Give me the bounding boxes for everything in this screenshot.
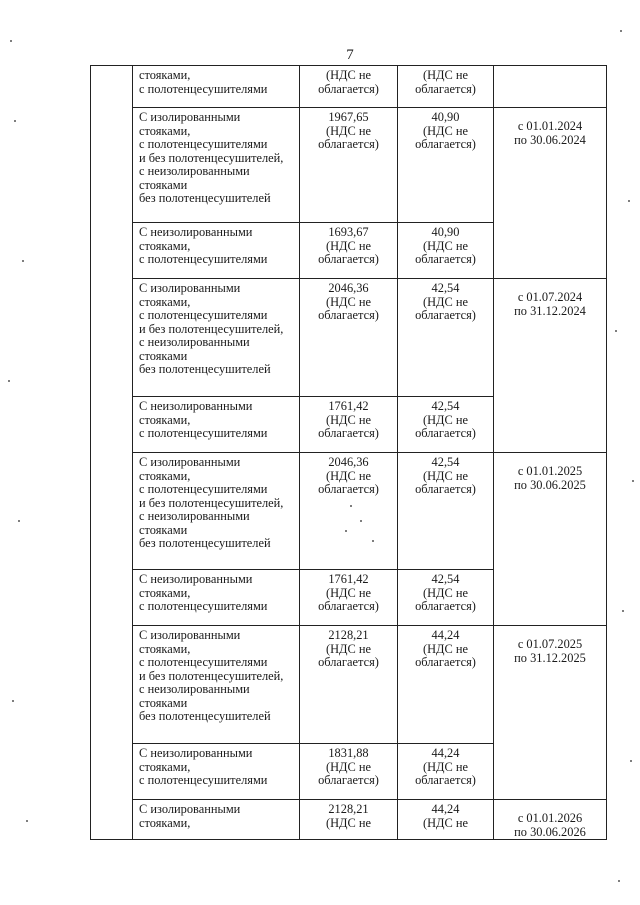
norm-value-cell-line: (НДС не [422, 68, 469, 82]
scan-speck [345, 530, 347, 532]
riser-description-cell-line: и без полотенцесушителей, [139, 150, 284, 165]
tariff-table [90, 65, 607, 840]
riser-description-cell-line: без полотенцесушителей [139, 191, 271, 205]
riser-description-cell-line: С изолированными [139, 281, 241, 295]
riser-description-cell [133, 453, 300, 570]
riser-description-cell-line: с полотенцесушителями [139, 426, 268, 440]
scan-speck [12, 700, 14, 702]
riser-description-cell-line: без полотенцесушителей [139, 709, 271, 723]
scan-speck [618, 880, 620, 882]
riser-description-cell [133, 108, 300, 223]
riser-description-cell-line: с полотенцесушителями [139, 252, 268, 266]
tariff-value-cell [300, 626, 398, 744]
validity-period-cell-line: по 31.12.2024 [514, 303, 586, 318]
scan-speck [26, 820, 28, 822]
tariff-value-cell-line: 2046,36 [328, 455, 369, 469]
riser-description-cell-line: с неизолированными [139, 164, 250, 178]
norm-value-cell [398, 223, 494, 279]
scan-speck [18, 520, 20, 522]
riser-description-cell [133, 626, 300, 744]
scan-speck [8, 380, 10, 382]
riser-description-cell [133, 279, 300, 397]
norm-value-cell-line: облагается) [415, 137, 476, 151]
tariff-value-cell [300, 397, 398, 453]
index-column-cell [91, 66, 133, 840]
tariff-value-cell-line: облагается) [318, 426, 379, 440]
scan-speck [632, 480, 634, 482]
riser-description-cell-line: с полотенцесушителями [139, 137, 268, 151]
riser-description-cell-line: С изолированными [139, 455, 241, 469]
riser-description-cell-line: с полотенцесушителями [139, 308, 268, 322]
norm-value-cell-line: 44,24 [431, 746, 460, 760]
riser-description-cell-line: стояками, [139, 68, 191, 82]
norm-value-cell-line: облагается) [415, 482, 476, 496]
tariff-value-cell-line: (НДС не [325, 759, 372, 774]
validity-period-cell-line: по 30.06.2024 [514, 132, 586, 147]
validity-period-cell [494, 800, 607, 840]
scan-speck [622, 610, 624, 612]
riser-description-cell-line: стояками, [139, 815, 191, 830]
norm-value-cell [398, 626, 494, 744]
tariff-value-cell [300, 453, 398, 570]
riser-description-cell-line: с полотенцесушителями [139, 81, 268, 96]
validity-period-cell-line: с 01.01.2024 [517, 119, 583, 133]
tariff-value-cell [300, 570, 398, 626]
riser-description-cell-line: стояками [139, 177, 188, 192]
norm-value-cell-line: облагается) [415, 308, 476, 322]
validity-period-cell-line: с 01.01.2026 [517, 811, 583, 825]
tariff-value-cell-line: (НДС не [325, 238, 372, 253]
riser-description-cell-line: С изолированными [139, 628, 241, 642]
norm-value-cell [398, 744, 494, 800]
norm-value-cell-line: облагается) [415, 773, 476, 787]
table-row [91, 800, 607, 840]
norm-value-cell-line: (НДС не [422, 412, 469, 427]
tariff-value-cell-line: (НДС не [325, 641, 372, 656]
norm-value-cell-line: 42,54 [431, 572, 460, 586]
riser-description-cell-line: стояками, [139, 641, 191, 656]
riser-description-cell-line: стояками, [139, 294, 191, 309]
norm-value-cell [398, 397, 494, 453]
norm-value-cell-line: облагается) [415, 426, 476, 440]
scan-speck [620, 30, 622, 32]
tariff-value-cell [300, 744, 398, 800]
norm-value-cell-line: 42,54 [431, 455, 460, 469]
norm-value-cell-line: 42,54 [431, 281, 460, 295]
validity-period-cell-line: по 31.12.2025 [514, 650, 586, 665]
norm-value-cell [398, 66, 494, 108]
tariff-value-cell-line: (НДС не [325, 123, 372, 138]
riser-description-cell-line: С неизолированными [139, 225, 253, 239]
scan-speck [628, 200, 630, 202]
scan-speck [22, 260, 24, 262]
tariff-value-cell-line: 1831,88 [328, 746, 369, 760]
tariff-value-cell-line: 1761,42 [328, 572, 369, 586]
riser-description-cell-line: стояками, [139, 585, 191, 600]
norm-value-cell-line: 40,90 [431, 110, 460, 124]
tariff-value-cell [300, 279, 398, 397]
tariff-value-cell-line: облагается) [318, 252, 379, 266]
riser-description-cell-line: стояками, [139, 468, 191, 483]
riser-description-cell-line: С неизолированными [139, 746, 253, 760]
tariff-value-cell-line: облагается) [318, 308, 379, 322]
validity-period-cell [494, 279, 607, 453]
riser-description-cell-line: С неизолированными [139, 399, 253, 413]
tariff-value-cell-line: облагается) [318, 81, 379, 96]
tariff-value-cell-line: (НДС не [325, 468, 372, 483]
scan-speck [615, 330, 617, 332]
norm-value-cell-line: 44,24 [431, 628, 460, 642]
norm-value-cell [398, 279, 494, 397]
riser-description-cell-line: с полотенцесушителями [139, 773, 268, 787]
riser-description-cell-line: С неизолированными [139, 572, 253, 586]
table-row [91, 108, 607, 223]
norm-value-cell [398, 108, 494, 223]
validity-period-cell-line: по 30.06.2026 [514, 824, 586, 839]
norm-value-cell-line: (НДС не [422, 468, 469, 483]
validity-period-cell-line: с 01.01.2025 [517, 464, 583, 478]
table-row [91, 453, 607, 570]
riser-description-cell [133, 744, 300, 800]
norm-value-cell [398, 453, 494, 570]
norm-value-cell-line: (НДС не [422, 815, 469, 830]
norm-value-cell [398, 800, 494, 840]
table-row [91, 279, 607, 397]
tariff-value-cell-line: облагается) [318, 137, 379, 151]
riser-description-cell [133, 570, 300, 626]
norm-value-cell-line: (НДС не [422, 238, 469, 253]
tariff-value-cell-line: облагается) [318, 482, 379, 496]
tariff-value-cell [300, 66, 398, 108]
tariff-value-cell-line: облагается) [318, 599, 379, 613]
tariff-value-cell [300, 108, 398, 223]
riser-description-cell [133, 800, 300, 840]
tariff-value-cell [300, 800, 398, 840]
riser-description-cell-line: и без полотенцесушителей, [139, 495, 284, 510]
riser-description-cell-line: без полотенцесушителей [139, 362, 271, 376]
norm-value-cell-line: облагается) [415, 81, 476, 96]
table-row [91, 66, 607, 108]
tariff-value-cell-line: 2128,21 [328, 628, 369, 642]
riser-description-cell-line: без полотенцесушителей [139, 536, 271, 550]
scan-speck [14, 120, 16, 122]
riser-description-cell-line: с неизолированными [139, 335, 250, 349]
norm-value-cell-line: (НДС не [422, 294, 469, 309]
riser-description-cell-line: и без полотенцесушителей, [139, 321, 284, 336]
riser-description-cell-line: стояками [139, 348, 188, 363]
tariff-value-cell [300, 223, 398, 279]
validity-period-cell [494, 453, 607, 626]
tariff-value-cell-line: (НДС не [325, 294, 372, 309]
riser-description-cell-line: стояками [139, 695, 188, 710]
norm-value-cell-line: (НДС не [422, 585, 469, 600]
norm-value-cell-line: (НДС не [422, 641, 469, 656]
riser-description-cell [133, 223, 300, 279]
validity-period-cell [494, 108, 607, 279]
norm-value-cell-line: (НДС не [422, 123, 469, 138]
riser-description-cell [133, 397, 300, 453]
tariff-value-cell-line: 1967,65 [328, 110, 369, 124]
riser-description-cell-line: стояками [139, 522, 188, 537]
norm-value-cell-line: облагается) [415, 252, 476, 266]
riser-description-cell-line: и без полотенцесушителей, [139, 668, 284, 683]
riser-description-cell-line: стояками, [139, 759, 191, 774]
riser-description-cell-line: стояками, [139, 238, 191, 253]
norm-value-cell-line: 42,54 [431, 399, 460, 413]
validity-period-cell-line: с 01.07.2024 [517, 290, 583, 304]
validity-period-cell-line: с 01.07.2025 [517, 637, 583, 651]
tariff-value-cell-line: 1693,67 [328, 225, 369, 239]
tariff-value-cell-line: облагается) [318, 655, 379, 669]
norm-value-cell-line: 44,24 [431, 802, 460, 816]
tariff-value-cell-line: 1761,42 [328, 399, 369, 413]
norm-value-cell-line: облагается) [415, 599, 476, 613]
page-number: 7 [346, 47, 354, 63]
validity-period-cell [494, 626, 607, 800]
validity-period-cell [494, 66, 607, 108]
validity-period-cell-line: по 30.06.2025 [514, 477, 586, 492]
norm-value-cell-line: (НДС не [422, 759, 469, 774]
riser-description-cell-line: с полотенцесушителями [139, 655, 268, 669]
riser-description-cell [133, 66, 300, 108]
tariff-value-cell-line: (НДС не [325, 815, 372, 830]
tariff-value-cell-line: облагается) [318, 773, 379, 787]
norm-value-cell-line: облагается) [415, 655, 476, 669]
riser-description-cell-line: с полотенцесушителями [139, 599, 268, 613]
table-row [91, 626, 607, 744]
riser-description-cell-line: стояками, [139, 412, 191, 427]
scan-speck [630, 760, 632, 762]
scan-speck [372, 540, 374, 542]
riser-description-cell-line: с неизолированными [139, 509, 250, 523]
riser-description-cell-line: С изолированными [139, 110, 241, 124]
riser-description-cell-line: С изолированными [139, 802, 241, 816]
tariff-value-cell-line: (НДС не [325, 412, 372, 427]
tariff-value-cell-line: 2128,21 [328, 802, 369, 816]
scan-speck [360, 520, 362, 522]
riser-description-cell-line: стояками, [139, 123, 191, 138]
scan-speck [10, 40, 12, 42]
tariff-value-cell-line: 2046,36 [328, 281, 369, 295]
scan-speck [350, 505, 352, 507]
tariff-value-cell-line: (НДС не [325, 585, 372, 600]
norm-value-cell-line: 40,90 [431, 225, 460, 239]
riser-description-cell-line: с неизолированными [139, 682, 250, 696]
norm-value-cell [398, 570, 494, 626]
riser-description-cell-line: с полотенцесушителями [139, 482, 268, 496]
tariff-value-cell-line: (НДС не [325, 68, 372, 82]
